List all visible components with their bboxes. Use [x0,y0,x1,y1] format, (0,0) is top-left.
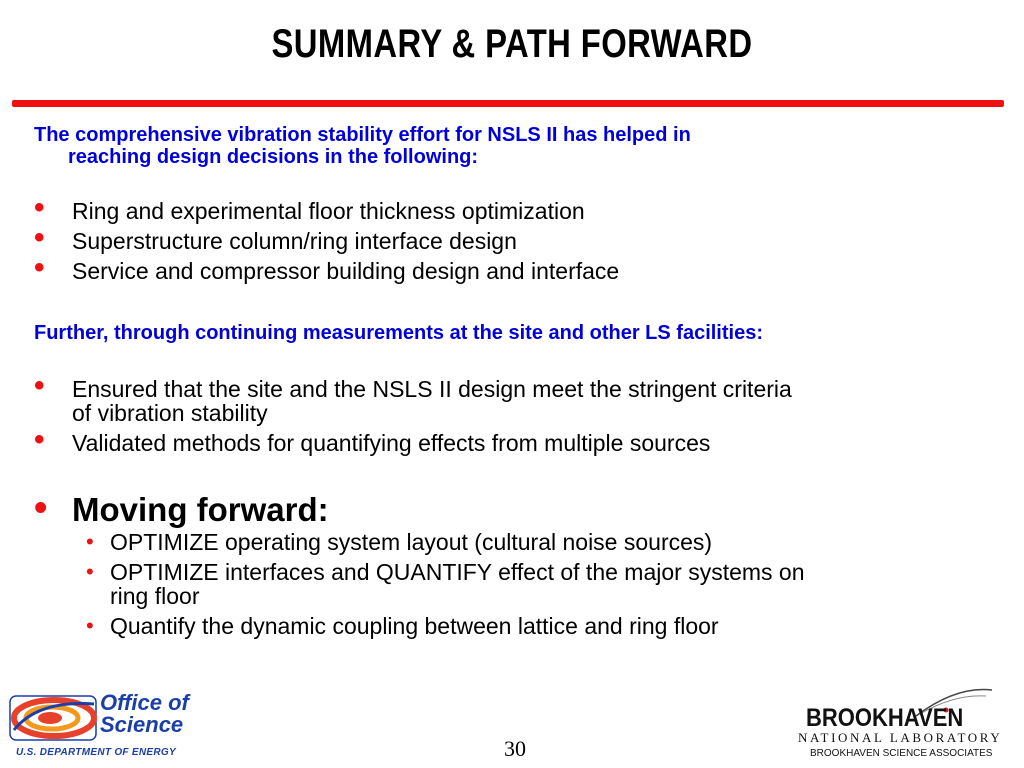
bullet-icon: • [34,221,45,254]
list-item: • Superstructure column/ring interface design [34,221,517,254]
list-item: • Service and compressor building design and interface [34,251,620,284]
intro-line-1: The comprehensive vibration stability effort for NSLS II has helped in [34,124,691,146]
doe-title: Office of Science [100,690,189,737]
bullet-icon: • [86,529,94,554]
doe-swirl-icon [8,690,100,746]
list-item: • OPTIMIZE interfaces and QUANTIFY effect of the major systems on ring floor [86,559,805,609]
slide-title: SUMMARY & PATH FORWARD [271,22,753,66]
decisions-list [34,191,984,284]
moving-forward-section [34,487,984,639]
list-item: • OPTIMIZE operating system layout (cultural noise sources) [86,529,713,555]
brookhaven-logo [796,688,1018,764]
bullet-icon: • [34,251,45,284]
list-item: • Quantify the dynamic coupling between lattice and ring floor [86,613,719,639]
intro-paragraph [34,124,984,168]
bullet-icon: • [34,487,48,529]
further-paragraph: Further, through continuing measurements at the site and other LS facilities: [34,322,763,344]
list-item: • Ring and experimental floor thickness optimization [34,191,585,224]
bullet-icon: • [86,613,94,638]
bnl-national-laboratory: NATIONAL LABORATORY [798,730,1003,745]
moving-forward-list [72,530,984,638]
intro-line-2: reaching design decisions in the following: [68,146,479,168]
bullet-icon: • [86,559,94,584]
title-divider [12,100,1004,107]
bullet-icon: • [34,191,45,224]
bullet-icon: • [34,369,45,402]
office-of-science-logo [8,690,220,760]
list-item: • Ensured that the site and the NSLS II design meet the stringent criteria of vibration stability [34,369,792,426]
bullet-icon: • [34,423,45,456]
page-number: 30 [504,736,526,761]
measurements-list [34,369,984,456]
list-item: • Validated methods for quantifying effects from multiple sources [34,423,711,456]
bnl-wordmark: BROOKHAVEN [806,704,964,732]
bnl-associates: BROOKHAVEN SCIENCE ASSOCIATES [810,748,993,759]
doe-subtitle: U.S. DEPARTMENT OF ENERGY [16,747,176,758]
moving-forward-heading: • Moving forward: • OPTIMIZE operating system layout (cultural noise sources) • OPTIMIZE interfaces and QUANTIFY effect of the major systems on ring floor • Quantify the dynamic coupling between lattice and ring floor [34,492,984,638]
